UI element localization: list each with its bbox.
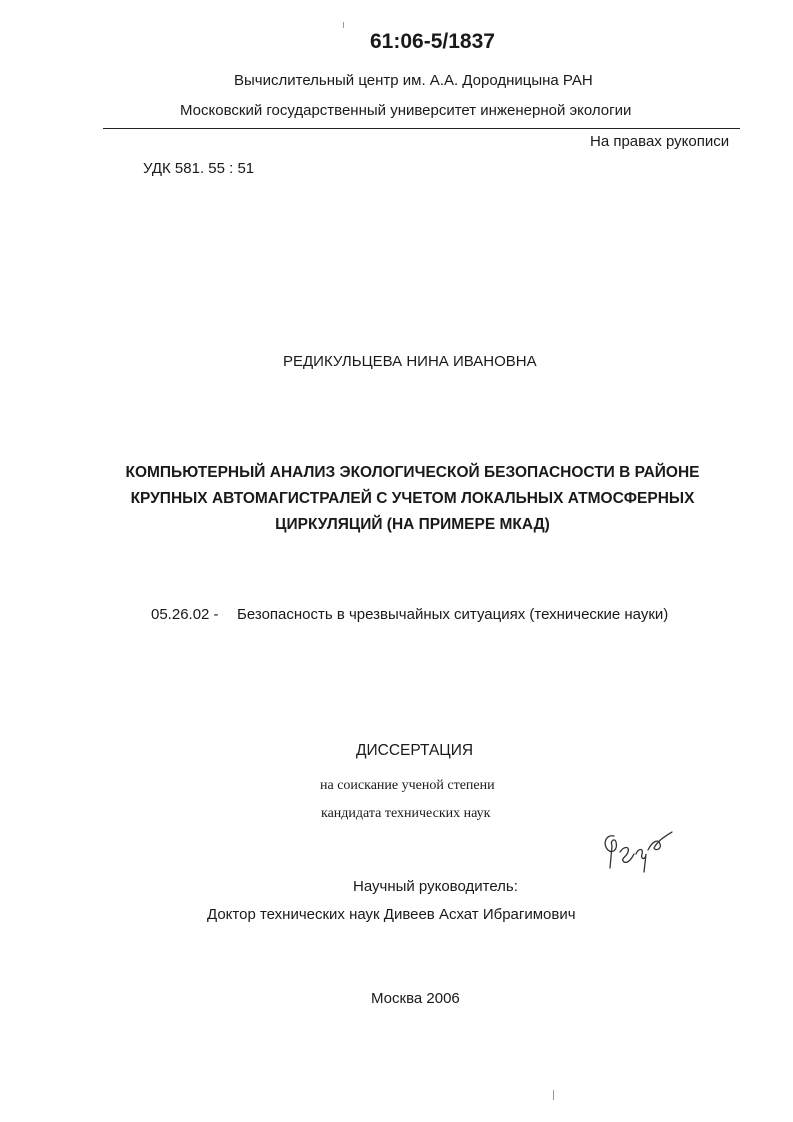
document-type: ДИССЕРТАЦИЯ [356, 742, 474, 759]
signature-icon [600, 828, 676, 874]
supervisor-label: Научный руководитель: [353, 878, 518, 895]
dissertation-title: КОМПЬЮТЕРНЫЙ АНАЛИЗ ЭКОЛОГИЧЕСКОЙ БЕЗОПАСНОСТИ В РАЙОНЕ КРУПНЫХ АВТОМАГИСТРАЛЕЙ С УЧЕТОМ ЛОКАЛЬНЫХ АТМОСФЕРНЫХ ЦИРКУЛЯЦИЙ (НА ПРИМЕРЕ МКАД) [125, 464, 700, 533]
degree-line-1: на соискание ученой степени [320, 778, 495, 793]
scan-speck [343, 22, 344, 28]
specialty-line [151, 606, 668, 623]
scan-speck [553, 1090, 554, 1100]
header-divider [103, 128, 740, 129]
catalog-number: 61:06-5/1837 [370, 30, 495, 53]
place-and-year: Москва 2006 [371, 990, 460, 1007]
supervisor-name: Доктор технических наук Дивеев Асхат Ибрагимович [207, 906, 576, 923]
specialty-code: 05.26.02 - [151, 606, 219, 623]
degree-line-2: кандидата технических наук [321, 806, 491, 821]
rights-note: На правах рукописи [590, 133, 730, 150]
organization-line-1: Вычислительный центр им. А.А. Дородницына РАН [234, 72, 593, 89]
author-name: РЕДИКУЛЬЦЕВА НИНА ИВАНОВНА [283, 353, 537, 370]
organization-line-2: Московский государственный университет инженерной экологии [180, 102, 632, 119]
specialty-name: Безопасность в чрезвычайных ситуациях (технические науки) [237, 606, 669, 623]
udc-code: УДК 581. 55 : 51 [143, 160, 255, 177]
